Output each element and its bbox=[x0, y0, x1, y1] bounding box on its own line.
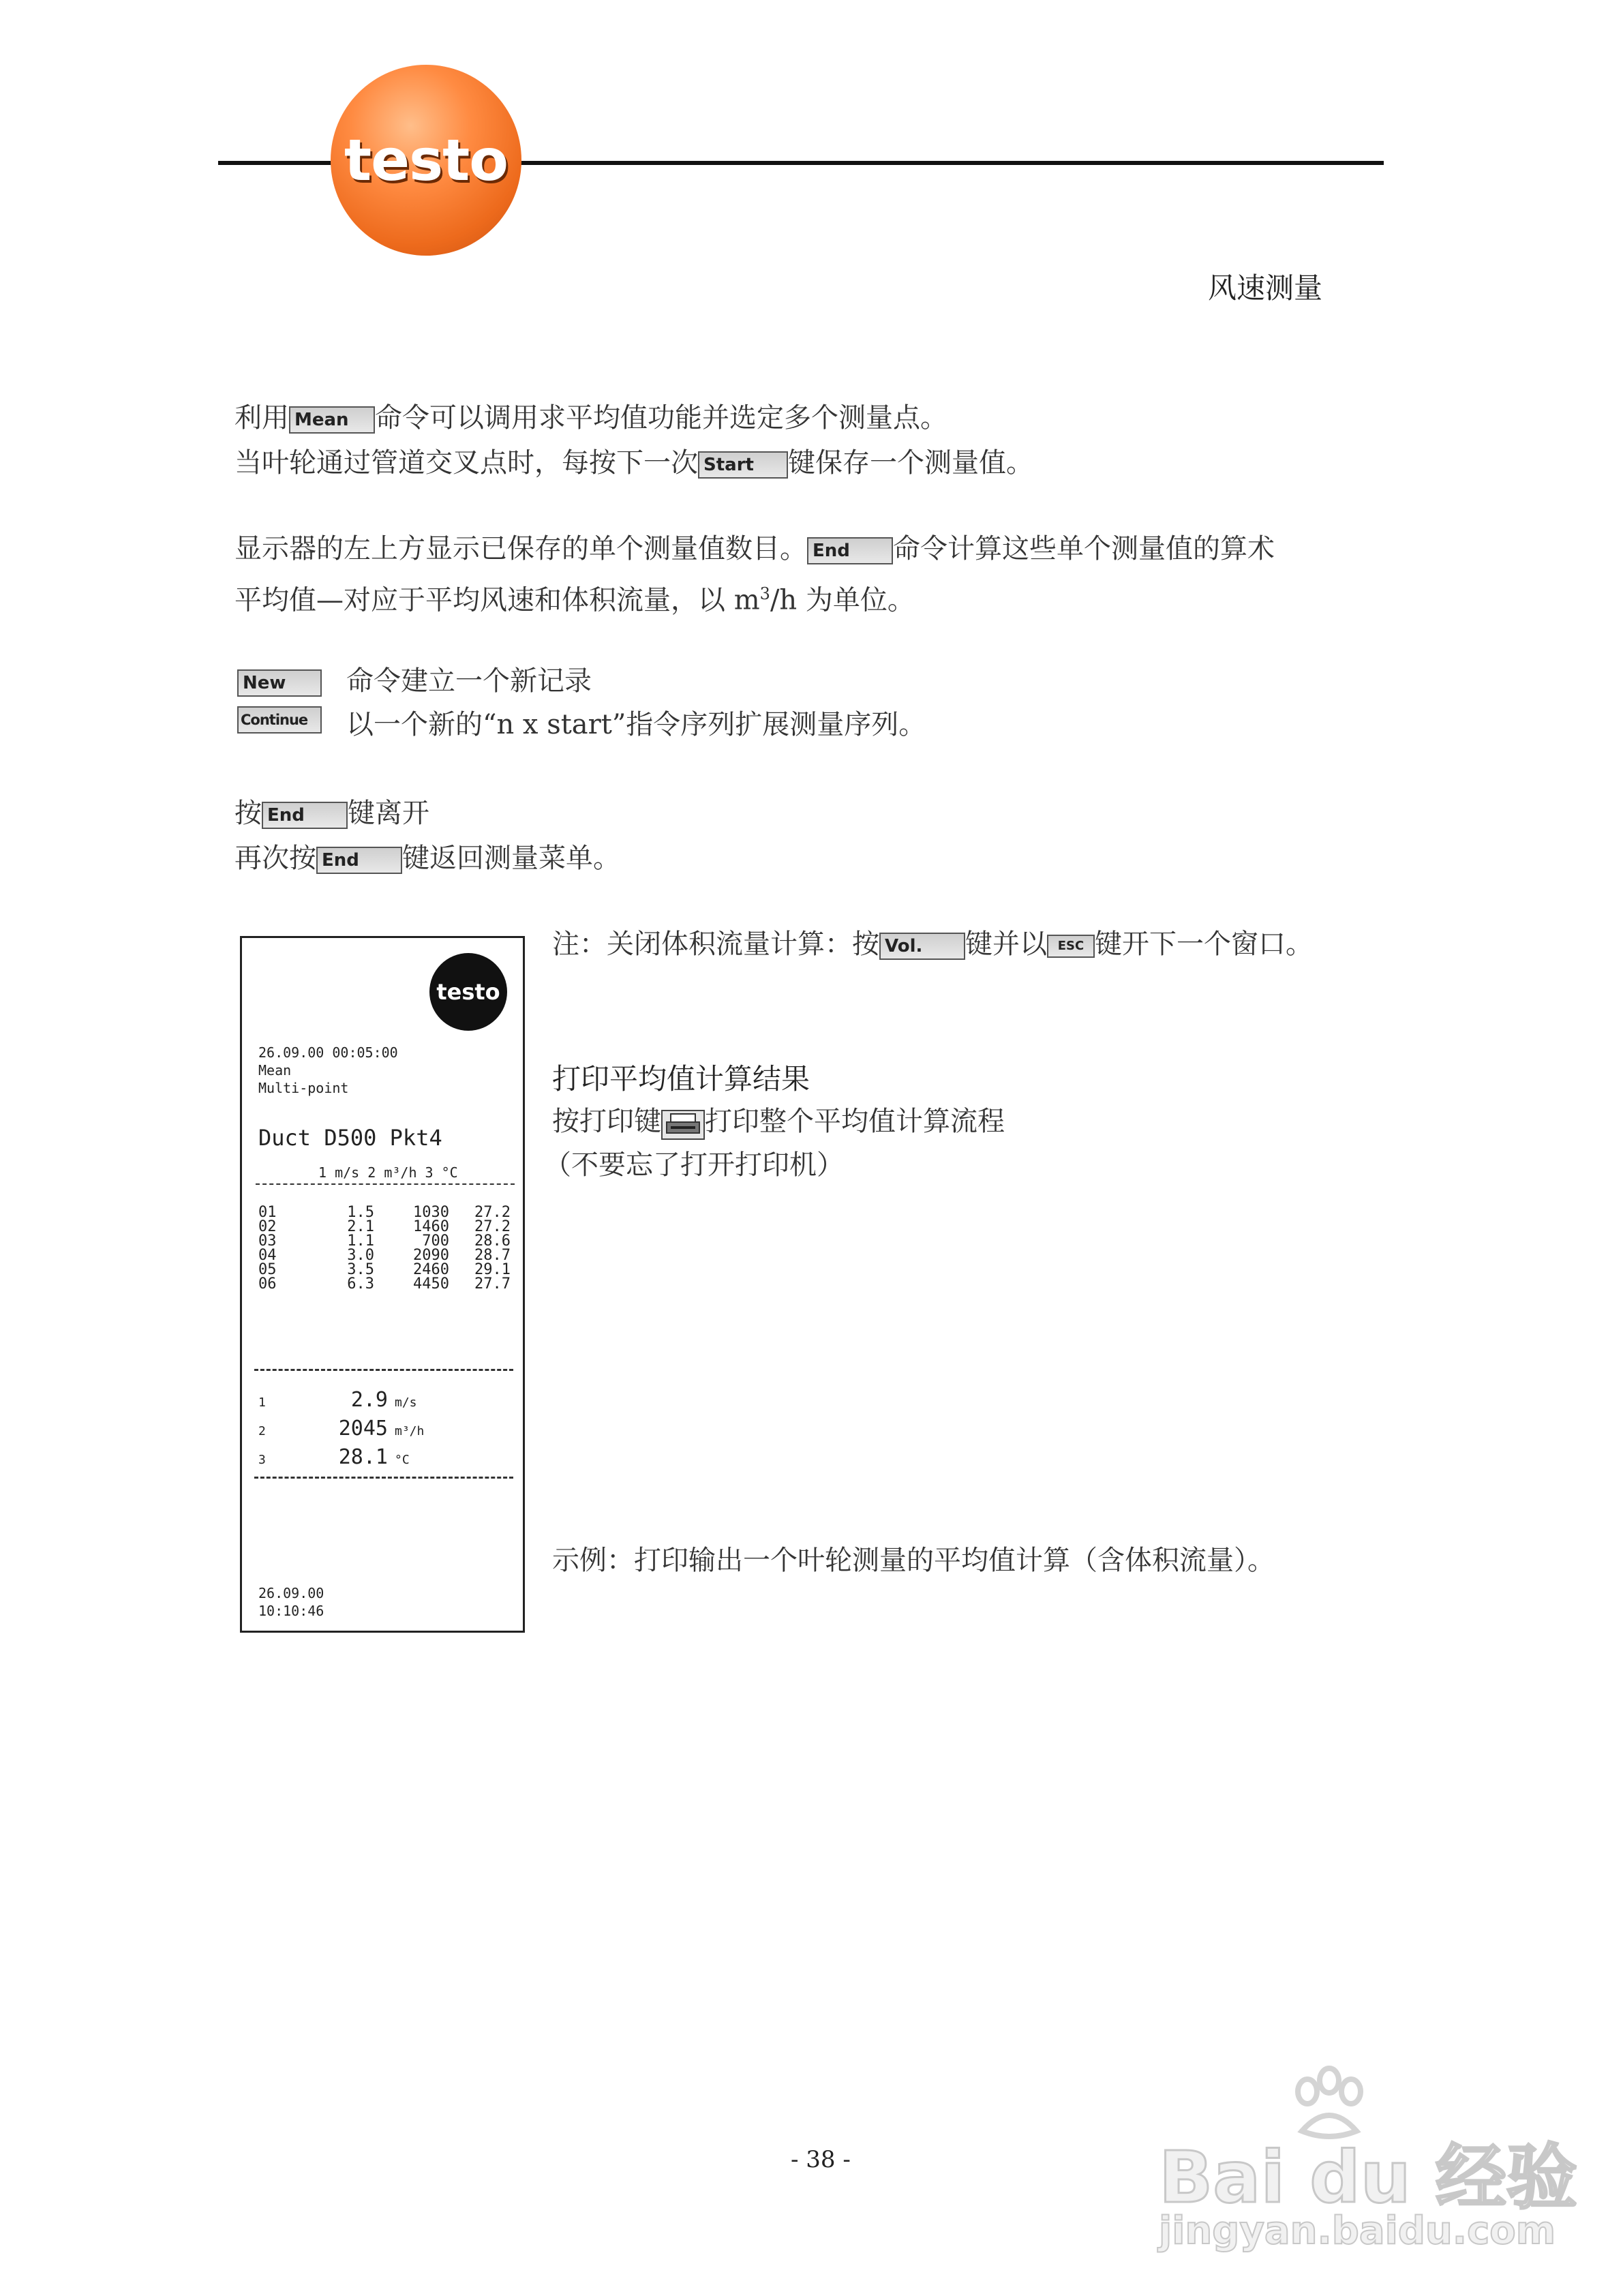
receipt-cell: 3.5 bbox=[347, 1261, 374, 1278]
text: /h 为单位。 bbox=[770, 584, 915, 616]
text: 键离开 bbox=[348, 798, 429, 829]
receipt-cell: 06 bbox=[258, 1275, 277, 1293]
receipt-table bbox=[258, 1205, 511, 1291]
receipt-cell: 27.2 bbox=[474, 1218, 511, 1235]
receipt-column-header: 1 m/s 2 m³/h 3 °C bbox=[318, 1164, 458, 1181]
receipt-summary bbox=[258, 1388, 504, 1474]
text: 键保存一个测量值。 bbox=[788, 447, 1033, 479]
receipt-cell: 6.3 bbox=[347, 1275, 374, 1293]
receipt-cell: 04 bbox=[258, 1247, 277, 1264]
print-heading: 打印平均值计算结果 bbox=[552, 1062, 810, 1096]
text: 按 bbox=[234, 798, 262, 829]
text: 显示器的左上方显示已保存的单个测量值数目。 bbox=[234, 533, 807, 564]
receipt-cell: 27.2 bbox=[474, 1204, 511, 1221]
text: 注：关闭体积流量计算：按 bbox=[552, 928, 879, 960]
receipt-summary-index: 1 bbox=[258, 1395, 266, 1410]
text: 按打印键 bbox=[552, 1106, 661, 1137]
receipt-time: 10:10:46 bbox=[258, 1603, 324, 1619]
receipt-testo-logo: testo bbox=[429, 953, 507, 1031]
header-rule-right bbox=[518, 161, 1384, 165]
receipt-cell: 28.6 bbox=[474, 1233, 511, 1250]
receipt-summary-value: 2.9 bbox=[350, 1388, 388, 1412]
receipt-cell: 27.7 bbox=[474, 1275, 511, 1293]
receipt-cell: 29.1 bbox=[474, 1261, 511, 1278]
receipt-summary-index: 2 bbox=[258, 1424, 266, 1438]
receipt-title: Duct D500 Pkt4 bbox=[258, 1125, 442, 1151]
para4-line2 bbox=[234, 836, 620, 881]
receipt-cell: 1460 bbox=[413, 1218, 449, 1235]
text: 命令计算这些单个测量值的算术 bbox=[893, 533, 1275, 564]
printer-icon bbox=[661, 1108, 705, 1138]
receipt-cell: 2.1 bbox=[347, 1218, 374, 1235]
continue-key: Continue bbox=[237, 706, 322, 734]
receipt-table-row bbox=[258, 1263, 511, 1277]
receipt-printout bbox=[240, 936, 525, 1633]
receipt-mode: Mean bbox=[258, 1062, 292, 1078]
text: 命令可以调用求平均值功能并选定多个测量点。 bbox=[375, 402, 947, 434]
receipt-divider-1 bbox=[254, 1369, 513, 1371]
new-desc: 命令建立一个新记录 bbox=[346, 665, 592, 697]
text: 当叶轮通过管道交叉点时，每按下一次 bbox=[234, 447, 698, 479]
receipt-cell: 1.1 bbox=[347, 1233, 374, 1250]
text: 利用 bbox=[234, 402, 289, 434]
page-number: - 38 - bbox=[791, 2146, 851, 2173]
para4-line1 bbox=[234, 791, 429, 836]
end-key: End bbox=[316, 847, 402, 874]
receipt-date: 26.09.00 bbox=[258, 1585, 324, 1601]
text: 打印整个平均值计算流程 bbox=[705, 1106, 1005, 1137]
receipt-summary-value: 28.1 bbox=[338, 1445, 388, 1469]
text: 键开下一个窗口。 bbox=[1095, 928, 1313, 960]
receipt-summary-row bbox=[258, 1388, 504, 1417]
esc-key: ESC bbox=[1047, 935, 1095, 958]
new-key: New bbox=[237, 669, 322, 697]
receipt-cell: 05 bbox=[258, 1261, 277, 1278]
receipt-cell: 2460 bbox=[413, 1261, 449, 1278]
vol-key: Vol. bbox=[879, 933, 965, 960]
receipt-summary-unit: °C bbox=[395, 1453, 410, 1467]
receipt-cell: 2090 bbox=[413, 1247, 449, 1264]
end-key: End bbox=[262, 802, 348, 829]
watermark-brand: Bai du 经验 bbox=[1159, 2136, 1577, 2219]
receipt-summary-index: 3 bbox=[258, 1453, 266, 1467]
para2-line1 bbox=[234, 526, 1275, 571]
para1-line1 bbox=[234, 395, 947, 440]
receipt-cell: 01 bbox=[258, 1204, 277, 1221]
continue-desc: 以一个新的“n x start”指令序列扩展测量序列。 bbox=[346, 709, 926, 740]
note-line bbox=[552, 922, 1313, 967]
para2-line2 bbox=[234, 571, 915, 622]
receipt-cell: 03 bbox=[258, 1233, 277, 1250]
section-title: 风速测量 bbox=[1208, 271, 1323, 305]
text: 再次按 bbox=[234, 843, 316, 874]
print-line1 bbox=[552, 1099, 1005, 1144]
receipt-table-row bbox=[258, 1277, 511, 1291]
receipt-cell: 02 bbox=[258, 1218, 277, 1235]
para1-line2 bbox=[234, 440, 1033, 485]
receipt-summary-row bbox=[258, 1417, 504, 1445]
testo-logo: testo bbox=[331, 65, 521, 256]
receipt-datetime: 26.09.00 00:05:00 bbox=[258, 1044, 398, 1061]
receipt-summary-unit: m/s bbox=[395, 1395, 417, 1410]
print-line2: （不要忘了打开打印机） bbox=[544, 1149, 844, 1181]
receipt-divider-2 bbox=[254, 1477, 513, 1479]
receipt-cell: 1030 bbox=[413, 1204, 449, 1221]
mean-key: Mean bbox=[289, 406, 375, 434]
receipt-submode: Multi-point bbox=[258, 1080, 349, 1096]
example-caption: 示例：打印输出一个叶轮测量的平均值计算（含体积流量）。 bbox=[552, 1545, 1275, 1576]
text: 平均值—对应于平均风速和体积流量，以 m bbox=[234, 584, 760, 616]
receipt-table-row bbox=[258, 1234, 511, 1248]
receipt-table-row bbox=[258, 1220, 511, 1234]
receipt-summary-row bbox=[258, 1445, 504, 1474]
receipt-cell: 700 bbox=[422, 1233, 449, 1250]
receipt-summary-value: 2045 bbox=[338, 1417, 388, 1440]
receipt-summary-unit: m³/h bbox=[395, 1424, 425, 1438]
receipt-cell: 1.5 bbox=[347, 1204, 374, 1221]
start-key: Start bbox=[698, 451, 788, 479]
end-key: End bbox=[807, 537, 893, 564]
receipt-header-divider bbox=[256, 1183, 515, 1185]
receipt-cell: 4450 bbox=[413, 1275, 449, 1293]
watermark-url: jingyan.baidu.com bbox=[1159, 2209, 1556, 2253]
receipt-table-row bbox=[258, 1205, 511, 1220]
receipt-table-row bbox=[258, 1248, 511, 1263]
text: 键返回测量菜单。 bbox=[402, 843, 620, 874]
receipt-cell: 3.0 bbox=[347, 1247, 374, 1264]
text: 键并以 bbox=[965, 928, 1047, 960]
header-rule-left bbox=[218, 161, 334, 165]
superscript: 3 bbox=[759, 584, 770, 603]
receipt-cell: 28.7 bbox=[474, 1247, 511, 1264]
